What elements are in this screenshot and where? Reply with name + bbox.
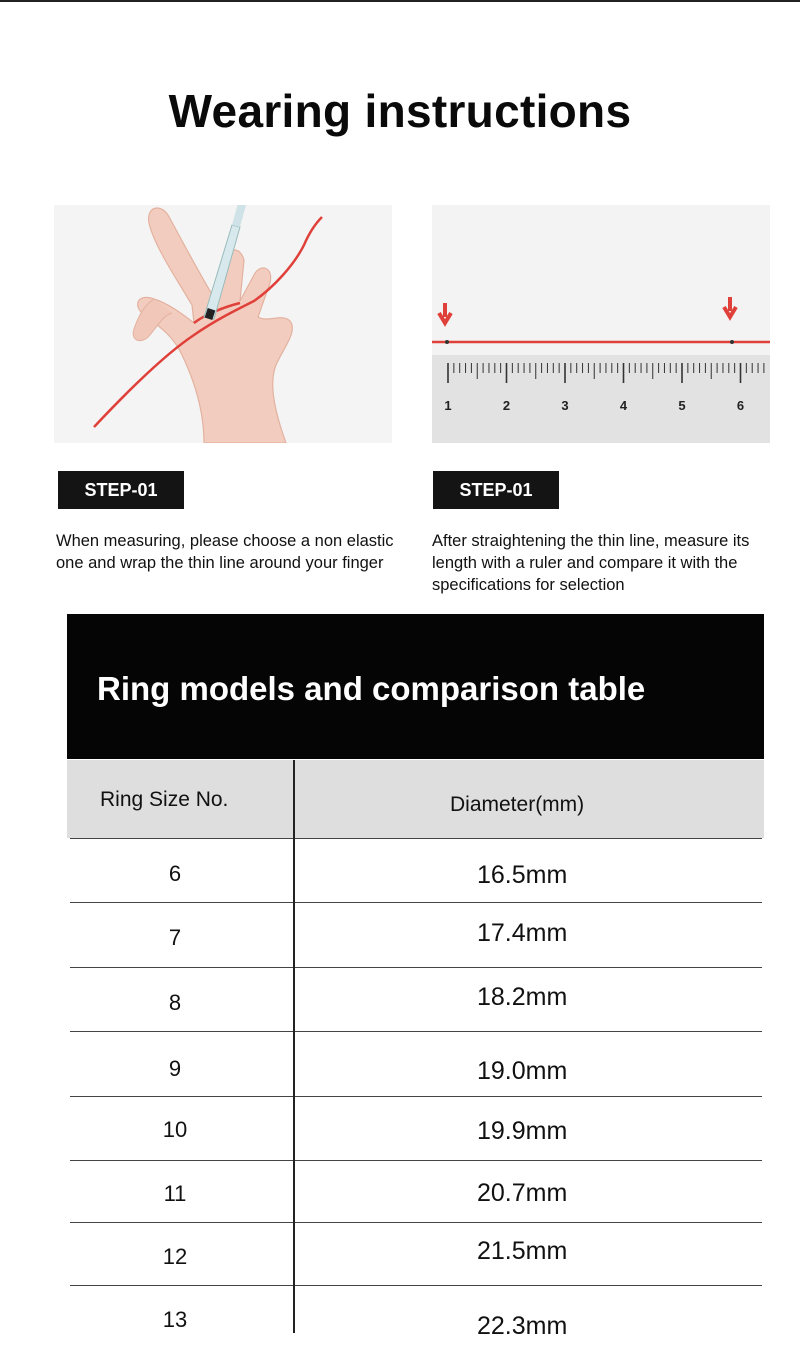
diameter-cell: 16.5mm	[477, 861, 568, 889]
diameter-cell: 19.9mm	[477, 1117, 568, 1145]
top-divider	[0, 0, 800, 2]
table-header-banner	[67, 614, 764, 759]
column-header-diameter: Diameter(mm)	[450, 793, 585, 816]
diameter-cell: 20.7mm	[477, 1179, 568, 1207]
ruler-number: 6	[736, 398, 745, 413]
ruler-number: 3	[561, 398, 569, 413]
ruler-number: 2	[502, 398, 511, 413]
ruler-measure-photo	[432, 205, 770, 443]
column-divider	[293, 760, 295, 1333]
finger-measure-photo	[54, 205, 392, 443]
diameter-cell: 22.3mm	[477, 1312, 568, 1340]
ruler-number: 4	[619, 398, 628, 413]
table-row	[70, 1222, 762, 1285]
table-row	[70, 1285, 762, 1346]
column-header-size: Ring Size No.	[100, 788, 229, 811]
step-1-description: When measuring, please choose a non elastic one and wrap the thin line around your finger	[56, 532, 394, 572]
diameter-cell: 19.0mm	[477, 1057, 568, 1085]
diameter-cell: 21.5mm	[477, 1237, 568, 1265]
ring-size-cell: 10	[162, 1117, 188, 1142]
table-row	[70, 1160, 762, 1222]
step-2-description: After straightening the thin line, measure its length with a ruler and compare it with the specifications for selection	[432, 532, 750, 594]
table-row	[70, 1031, 762, 1096]
page-title: Wearing instructions	[168, 85, 632, 137]
diameter-cell: 18.2mm	[477, 983, 568, 1011]
size-table-body	[70, 838, 762, 1346]
table-row	[70, 1096, 762, 1160]
ring-size-cell: 7	[168, 925, 182, 950]
ruler-number: 1	[444, 398, 452, 413]
ring-size-cell: 8	[168, 990, 182, 1015]
column-header-row	[67, 760, 764, 838]
ring-size-cell: 6	[168, 861, 182, 886]
table-row	[70, 838, 762, 902]
ruler-number: 5	[678, 398, 686, 413]
table-row	[70, 967, 762, 1031]
step-badge-1: STEP-01	[58, 471, 184, 509]
table-row	[70, 902, 762, 967]
ring-size-cell: 9	[168, 1056, 182, 1081]
diameter-cell: 17.4mm	[477, 919, 568, 947]
ring-size-cell: 12	[162, 1244, 188, 1269]
ring-size-cell: 11	[163, 1181, 187, 1206]
ring-size-cell: 13	[162, 1307, 188, 1332]
table-title: Ring models and comparison table	[97, 670, 646, 707]
step-badge-2: STEP-01	[433, 471, 559, 509]
